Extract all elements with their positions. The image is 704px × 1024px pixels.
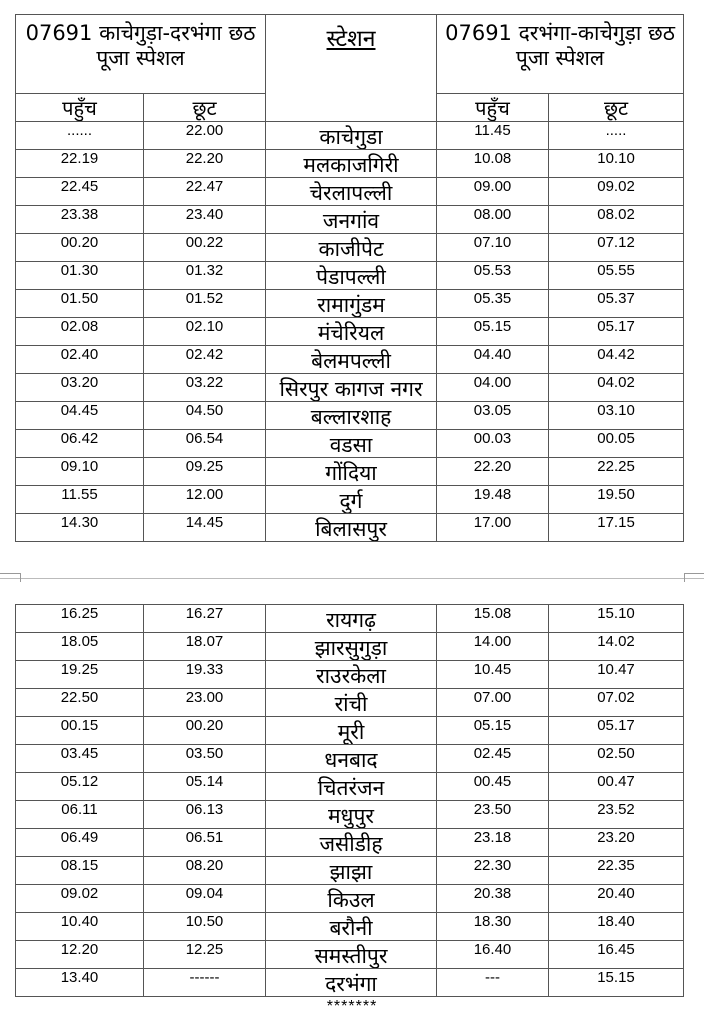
right-departure-cell: 18.40 — [549, 913, 684, 941]
table-row — [16, 885, 684, 913]
left-departure-cell: 18.07 — [144, 633, 266, 661]
table-row — [16, 430, 684, 458]
left-departure-cell: 19.33 — [144, 661, 266, 689]
left-departure-cell: ------ — [144, 969, 266, 997]
right-arrival-cell: 00.03 — [437, 430, 549, 458]
left-arrival-cell: 06.42 — [16, 430, 144, 458]
station-name-cell: पेडापल्ली — [266, 262, 437, 290]
left-arrival-cell: 06.49 — [16, 829, 144, 857]
right-departure-cell: 23.20 — [549, 829, 684, 857]
right-departure-cell: 05.55 — [549, 262, 684, 290]
right-arrival-cell: 17.00 — [437, 514, 549, 542]
table-row — [16, 913, 684, 941]
left-arrival-cell: 02.40 — [16, 346, 144, 374]
station-name-cell: सिरपुर कागज नगर — [266, 374, 437, 402]
left-arrival-cell: 22.45 — [16, 178, 144, 206]
right-departure-cell: 16.45 — [549, 941, 684, 969]
left-departure-cell: 14.45 — [144, 514, 266, 542]
right-arrival-cell: 22.30 — [437, 857, 549, 885]
right-departure-cell: 14.02 — [549, 633, 684, 661]
station-name-cell: दरभंगा — [266, 969, 437, 997]
left-arrival-cell: 10.40 — [16, 913, 144, 941]
left-arrival-cell: 22.19 — [16, 150, 144, 178]
left-departure-cell: 02.10 — [144, 318, 266, 346]
right-departure-cell: 07.02 — [549, 689, 684, 717]
right-arrival-cell: 04.40 — [437, 346, 549, 374]
station-name-cell: राउरकेला — [266, 661, 437, 689]
station-name-cell: दुर्ग — [266, 486, 437, 514]
right-arrival-cell: 23.18 — [437, 829, 549, 857]
right-arrival-cell: 08.00 — [437, 206, 549, 234]
right-departure-cell: 07.12 — [549, 234, 684, 262]
station-name-cell: गोंदिया — [266, 458, 437, 486]
table-row — [16, 402, 684, 430]
right-departure-cell: 22.35 — [549, 857, 684, 885]
station-name-cell: मधुपुर — [266, 801, 437, 829]
station-name-cell: वडसा — [266, 430, 437, 458]
table-row — [16, 773, 684, 801]
left-departure-cell: 23.00 — [144, 689, 266, 717]
right-departure-cell: 08.02 — [549, 206, 684, 234]
table-row — [16, 458, 684, 486]
station-name-cell: बल्लारशाह — [266, 402, 437, 430]
right-departure-cell: 03.10 — [549, 402, 684, 430]
left-departure-cell: 00.22 — [144, 234, 266, 262]
bottom-rows — [16, 605, 684, 997]
left-departure-cell: 16.27 — [144, 605, 266, 633]
right-departure-header: छूट — [549, 94, 684, 122]
right-departure-cell: 19.50 — [549, 486, 684, 514]
station-name-cell: काचेगुडा — [266, 122, 437, 150]
right-arrival-cell: 05.15 — [437, 318, 549, 346]
left-departure-cell: 06.51 — [144, 829, 266, 857]
left-arrival-cell: 18.05 — [16, 633, 144, 661]
left-departure-cell: 10.50 — [144, 913, 266, 941]
station-name-cell: मूरी — [266, 717, 437, 745]
station-name-cell: झाझा — [266, 857, 437, 885]
left-arrival-cell: 13.40 — [16, 969, 144, 997]
left-departure-cell: 08.20 — [144, 857, 266, 885]
right-arrival-cell: 07.10 — [437, 234, 549, 262]
left-departure-cell: 06.54 — [144, 430, 266, 458]
page-corner-mark-right — [684, 573, 704, 582]
right-departure-cell: 15.10 — [549, 605, 684, 633]
table-row — [16, 206, 684, 234]
right-arrival-cell: 10.08 — [437, 150, 549, 178]
right-departure-cell: 05.17 — [549, 318, 684, 346]
right-departure-cell: 10.10 — [549, 150, 684, 178]
table-row — [16, 829, 684, 857]
left-arrival-cell: 14.30 — [16, 514, 144, 542]
left-departure-header: छूट — [144, 94, 266, 122]
station-name-cell: किउल — [266, 885, 437, 913]
left-departure-cell: 23.40 — [144, 206, 266, 234]
left-departure-cell: 00.20 — [144, 717, 266, 745]
left-arrival-cell: 02.08 — [16, 318, 144, 346]
left-departure-cell: 22.00 — [144, 122, 266, 150]
station-name-cell: चितरंजन — [266, 773, 437, 801]
left-arrival-cell: ...... — [16, 122, 144, 150]
right-departure-cell: 05.17 — [549, 717, 684, 745]
left-departure-cell: 01.32 — [144, 262, 266, 290]
table-row — [16, 633, 684, 661]
right-arrival-cell: 00.45 — [437, 773, 549, 801]
right-arrival-cell: 22.20 — [437, 458, 549, 486]
right-arrival-cell: 14.00 — [437, 633, 549, 661]
station-name-cell: मलकाजगिरी — [266, 150, 437, 178]
right-train-title: 07691 दरभंगा-काचेगुड़ा छठ पूजा स्पेशल — [437, 15, 684, 94]
end-marker: ******* — [326, 998, 378, 1015]
table-row — [16, 346, 684, 374]
table-row — [16, 605, 684, 633]
left-arrival-cell: 11.55 — [16, 486, 144, 514]
right-departure-cell: 02.50 — [549, 745, 684, 773]
station-name-cell: रांची — [266, 689, 437, 717]
left-departure-cell: 02.42 — [144, 346, 266, 374]
table-row — [16, 689, 684, 717]
station-name-cell: झारसुगुड़ा — [266, 633, 437, 661]
table-row — [16, 374, 684, 402]
right-departure-cell: ..... — [549, 122, 684, 150]
table-row — [16, 661, 684, 689]
left-arrival-cell: 01.50 — [16, 290, 144, 318]
table-row — [16, 150, 684, 178]
right-departure-cell: 05.37 — [549, 290, 684, 318]
right-arrival-header: पहुँच — [437, 94, 549, 122]
table-row — [16, 857, 684, 885]
right-arrival-cell: 11.45 — [437, 122, 549, 150]
left-departure-cell: 12.00 — [144, 486, 266, 514]
right-departure-cell: 00.47 — [549, 773, 684, 801]
station-name-cell: जनगांव — [266, 206, 437, 234]
right-departure-cell: 15.15 — [549, 969, 684, 997]
right-arrival-cell: 19.48 — [437, 486, 549, 514]
station-name-cell: धनबाद — [266, 745, 437, 773]
station-name-cell: रायगढ़ — [266, 605, 437, 633]
page-corner-mark-left — [0, 573, 21, 582]
right-arrival-cell: --- — [437, 969, 549, 997]
station-name-cell: बरौनी — [266, 913, 437, 941]
left-departure-cell: 22.47 — [144, 178, 266, 206]
left-arrival-cell: 03.45 — [16, 745, 144, 773]
right-arrival-cell: 16.40 — [437, 941, 549, 969]
table-row — [16, 969, 684, 997]
left-arrival-cell: 08.15 — [16, 857, 144, 885]
left-arrival-cell: 06.11 — [16, 801, 144, 829]
top-rows — [16, 122, 684, 542]
right-departure-cell: 10.47 — [549, 661, 684, 689]
table-row — [16, 745, 684, 773]
timetable-top — [15, 14, 684, 542]
right-departure-cell: 04.02 — [549, 374, 684, 402]
table-row — [16, 486, 684, 514]
table-row — [16, 801, 684, 829]
right-arrival-cell: 23.50 — [437, 801, 549, 829]
right-arrival-cell: 05.35 — [437, 290, 549, 318]
station-name-cell: बेलमपल्ली — [266, 346, 437, 374]
left-departure-cell: 05.14 — [144, 773, 266, 801]
right-departure-cell: 22.25 — [549, 458, 684, 486]
table-row — [16, 318, 684, 346]
table-row — [16, 941, 684, 969]
left-arrival-header: पहुँच — [16, 94, 144, 122]
left-arrival-cell: 16.25 — [16, 605, 144, 633]
left-departure-cell: 12.25 — [144, 941, 266, 969]
left-departure-cell: 22.20 — [144, 150, 266, 178]
right-arrival-cell: 18.30 — [437, 913, 549, 941]
table-row — [16, 178, 684, 206]
right-arrival-cell: 05.15 — [437, 717, 549, 745]
left-departure-cell: 03.22 — [144, 374, 266, 402]
left-arrival-cell: 23.38 — [16, 206, 144, 234]
left-train-title: 07691 काचेगुड़ा-दरभंगा छठ पूजा स्पेशल — [16, 15, 266, 94]
right-arrival-cell: 02.45 — [437, 745, 549, 773]
left-departure-cell: 06.13 — [144, 801, 266, 829]
table-row — [16, 514, 684, 542]
station-name-cell: समस्तीपुर — [266, 941, 437, 969]
left-departure-cell: 03.50 — [144, 745, 266, 773]
station-name-cell: काजीपेट — [266, 234, 437, 262]
left-arrival-cell: 05.12 — [16, 773, 144, 801]
station-heading: स्टेशन — [266, 15, 437, 122]
right-arrival-cell: 20.38 — [437, 885, 549, 913]
station-name-cell: जसीडीह — [266, 829, 437, 857]
right-arrival-cell: 09.00 — [437, 178, 549, 206]
right-departure-cell: 20.40 — [549, 885, 684, 913]
table-row — [16, 262, 684, 290]
right-departure-cell: 17.15 — [549, 514, 684, 542]
station-name-cell: मंचेरियल — [266, 318, 437, 346]
left-arrival-cell: 03.20 — [16, 374, 144, 402]
left-arrival-cell: 12.20 — [16, 941, 144, 969]
left-arrival-cell: 00.20 — [16, 234, 144, 262]
right-arrival-cell: 05.53 — [437, 262, 549, 290]
left-arrival-cell: 09.02 — [16, 885, 144, 913]
right-arrival-cell: 10.45 — [437, 661, 549, 689]
left-arrival-cell: 01.30 — [16, 262, 144, 290]
table-row — [16, 122, 684, 150]
right-arrival-cell: 07.00 — [437, 689, 549, 717]
table-row — [16, 234, 684, 262]
left-departure-cell: 04.50 — [144, 402, 266, 430]
station-name-cell: रामागुंडम — [266, 290, 437, 318]
left-departure-cell: 09.25 — [144, 458, 266, 486]
left-arrival-cell: 19.25 — [16, 661, 144, 689]
page-break-line — [0, 578, 704, 579]
right-departure-cell: 23.52 — [549, 801, 684, 829]
left-arrival-cell: 00.15 — [16, 717, 144, 745]
right-arrival-cell: 03.05 — [437, 402, 549, 430]
station-name-cell: चेरलापल्ली — [266, 178, 437, 206]
right-departure-cell: 09.02 — [549, 178, 684, 206]
left-departure-cell: 01.52 — [144, 290, 266, 318]
right-arrival-cell: 15.08 — [437, 605, 549, 633]
right-departure-cell: 04.42 — [549, 346, 684, 374]
right-departure-cell: 00.05 — [549, 430, 684, 458]
right-arrival-cell: 04.00 — [437, 374, 549, 402]
table-row — [16, 717, 684, 745]
left-arrival-cell: 04.45 — [16, 402, 144, 430]
left-arrival-cell: 22.50 — [16, 689, 144, 717]
left-arrival-cell: 09.10 — [16, 458, 144, 486]
left-departure-cell: 09.04 — [144, 885, 266, 913]
timetable-bottom — [15, 604, 684, 997]
station-name-cell: बिलासपुर — [266, 514, 437, 542]
table-row — [16, 290, 684, 318]
